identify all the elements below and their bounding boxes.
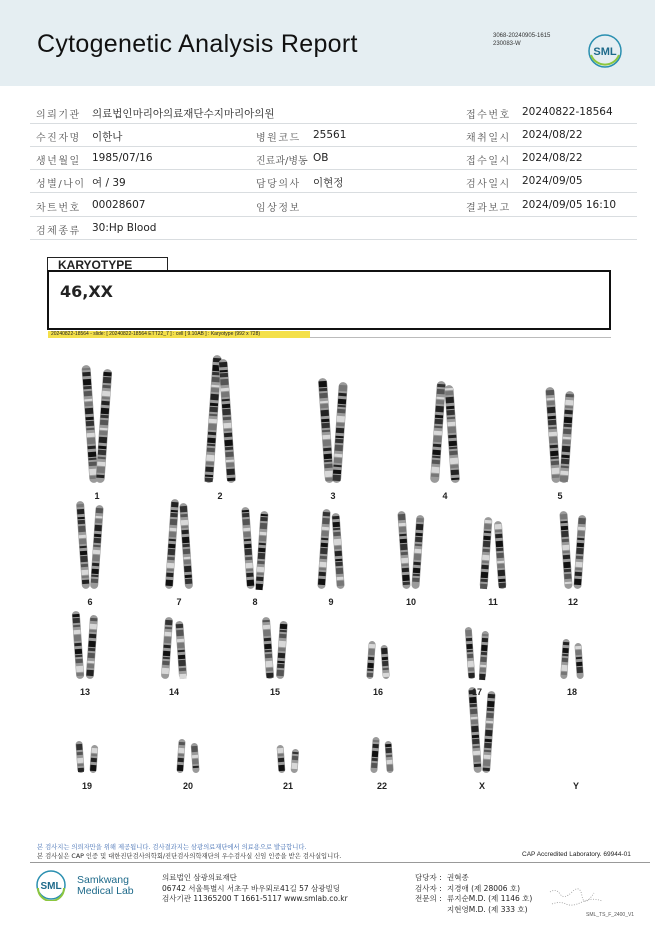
specimen-value: 30:Hp Blood xyxy=(92,222,157,234)
chromosome-label-7: 7 xyxy=(176,597,182,607)
footer-divider xyxy=(30,862,650,863)
chromosome-pair-12 xyxy=(559,511,586,589)
sex-age-value: 여 / 39 xyxy=(92,177,126,189)
received-label: 접수일시 xyxy=(466,156,511,167)
chromosome-label-14: 14 xyxy=(168,687,179,697)
chromosome-pair-1 xyxy=(81,365,112,483)
chromosome-label-3: 3 xyxy=(330,491,336,501)
disclaimer-note: 본 검사지는 의뢰자만을 위해 제공됩니다. 검사결과지는 삼광의료재단에서 의료용으로 발급합니다. xyxy=(37,844,307,851)
doctor-label: 담당의사 xyxy=(256,179,301,190)
sml-logo-icon xyxy=(587,33,623,69)
chromosome-pair-18 xyxy=(560,639,584,679)
address-line3: 검사기관 11365200 T 1661-5117 www.smlab.co.kr xyxy=(162,894,348,903)
chromosome-pair-21 xyxy=(277,745,300,773)
chromosome-pair-17 xyxy=(465,627,489,680)
report-code-1: 3068-20240905-1615 xyxy=(493,33,551,39)
chromosome-pair-10 xyxy=(397,511,424,589)
staff-manager-value: 권혁종 xyxy=(447,873,469,882)
chromosome-label-17: 17 xyxy=(471,687,482,697)
chromosome-label-11: 11 xyxy=(488,597,498,607)
chromosome-pair-7 xyxy=(165,499,193,589)
staff-specialist-1 xyxy=(415,893,532,904)
chromosome-pair-5 xyxy=(545,387,574,483)
info-row-5 xyxy=(30,194,637,217)
chromosome-label-5: 5 xyxy=(557,491,563,501)
chromosome-label-4: 4 xyxy=(442,491,448,501)
staff-specialist-2 xyxy=(415,904,528,915)
received-value: 2024/08/22 xyxy=(522,152,583,164)
tested-value: 2024/09/05 xyxy=(522,175,583,187)
chromosome-pair-3 xyxy=(318,378,348,483)
divider xyxy=(310,337,611,338)
lab-name-line1: Samkwang xyxy=(77,874,129,886)
chromosome-label-19: 19 xyxy=(81,781,92,791)
hospital-code-label: 병원코드 xyxy=(256,133,301,144)
institution-label: 의뢰기관 xyxy=(36,110,81,121)
chromosome-pair-13 xyxy=(72,611,98,679)
tested-label: 검사일시 xyxy=(466,179,511,190)
chromosome-label-Y: Y xyxy=(572,781,579,791)
report-code-2: 230083-W xyxy=(493,41,521,47)
slide-info-bar: 20240822-18564 - slide: [ 20240822-18564 ETT22_7 ] : cell [ 9.10AB ] : Karyotype (992 x 728) xyxy=(48,331,310,338)
form-code: SML_TS_F_2400_V1 xyxy=(586,912,635,918)
recipient-value: 이한나 xyxy=(92,131,123,143)
chromosome-label-1: 1 xyxy=(94,491,100,501)
chromosome-label-10: 10 xyxy=(405,597,416,607)
chromosome-label-20: 20 xyxy=(182,781,193,791)
doctor-value: 이현정 xyxy=(313,177,344,189)
reported-value: 2024/09/05 16:10 xyxy=(522,199,617,211)
accession-value: 20240822-18564 xyxy=(522,106,613,118)
chromosome-pair-14 xyxy=(161,617,187,679)
hospital-code-value: 25561 xyxy=(313,129,347,141)
chromosome-pair-16 xyxy=(366,641,390,679)
chromosome-label-15: 15 xyxy=(269,687,280,697)
chromosome-label-13: 13 xyxy=(79,687,90,697)
staff-specialist-label: 전문의 : xyxy=(415,894,442,903)
staff-tester-label: 검사자 : xyxy=(415,884,442,893)
staff-tester-value: 지경애 (제 28006 호) xyxy=(447,884,521,893)
chromosome-pair-4 xyxy=(430,381,460,483)
chromosome-label-22: 22 xyxy=(376,781,387,791)
chart-label: 차트번호 xyxy=(36,203,81,214)
karyotype-result-box xyxy=(47,270,611,330)
cap-accreditation: CAP Accredited Laboratory. 69944-01 xyxy=(522,851,631,858)
institution-value: 의료법인마리아의료재단수지마리아의원 xyxy=(92,108,275,120)
dob-label: 생년월일 xyxy=(36,156,81,167)
staff-specialist-value-2: 지현영M.D. (제 333 호) xyxy=(447,905,528,914)
report-header xyxy=(0,0,655,86)
chromosome-label-6: 6 xyxy=(87,597,93,607)
svg-text:SML: SML xyxy=(593,46,617,58)
staff-manager xyxy=(415,872,469,883)
accreditation-note: 본 검사실은 CAP 인증 및 대한진단검사의학회/진단검사의학재단의 우수검사실 신임 인증을 받은 검사실입니다. xyxy=(37,853,342,860)
info-row-6 xyxy=(30,217,637,240)
chromosome-pair-9 xyxy=(317,509,345,589)
chromosome-pair-8 xyxy=(241,507,268,590)
address-line1: 의료법인 삼광의료재단 xyxy=(162,873,237,882)
clinical-label: 임상정보 xyxy=(256,203,301,214)
lab-name-line2: Medical Lab xyxy=(77,885,134,897)
report-title: Cytogenetic Analysis Report xyxy=(37,30,358,58)
info-row-1 xyxy=(30,101,637,124)
svg-text:SML: SML xyxy=(40,881,62,892)
dept-value: OB xyxy=(313,152,329,164)
chromosome-pair-15 xyxy=(262,617,288,679)
specimen-label: 검체종류 xyxy=(36,226,81,237)
chromosome-label-21: 21 xyxy=(282,781,293,791)
accession-label: 접수번호 xyxy=(466,110,511,121)
chart-value: 00028607 xyxy=(92,199,146,211)
karyotype-result: 46,XX xyxy=(60,282,114,301)
chromosome-label-18: 18 xyxy=(566,687,577,697)
reported-label: 결과보고 xyxy=(466,203,511,214)
chromosome-label-9: 9 xyxy=(328,597,334,607)
karyogram xyxy=(40,345,620,800)
staff-specialist-value-1: 류지순M.D. (제 1146 호) xyxy=(447,894,533,903)
karyogram-image xyxy=(40,345,620,800)
chromosome-pair-6 xyxy=(76,501,104,589)
chromosome-pair-X xyxy=(468,687,496,773)
signature-icon xyxy=(548,880,608,910)
dob-value: 1985/07/16 xyxy=(92,152,153,164)
staff-manager-label: 담당자 : xyxy=(415,873,442,882)
chromosome-pair-11 xyxy=(479,517,506,589)
sex-age-label: 성별/나이 xyxy=(36,179,86,190)
karyotype-heading: KARYOTYPE xyxy=(47,257,168,271)
address-line2: 06742 서울특별시 서초구 바우뫼로41길 57 삼광빌딩 xyxy=(162,884,341,893)
dept-label: 진료과/병동 xyxy=(256,156,308,167)
chromosome-pair-20 xyxy=(176,739,199,773)
chromosome-pair-19 xyxy=(75,741,98,773)
collected-value: 2024/08/22 xyxy=(522,129,583,141)
collected-label: 채취일시 xyxy=(466,133,511,144)
chromosome-pair-2 xyxy=(204,355,236,483)
chromosome-label-16: 16 xyxy=(372,687,383,697)
info-row-3 xyxy=(30,147,637,170)
info-row-2 xyxy=(30,124,637,147)
recipient-label: 수진자명 xyxy=(36,133,81,144)
chromosome-label-12: 12 xyxy=(567,597,578,607)
info-row-4 xyxy=(30,170,637,193)
chromosome-label-X: X xyxy=(478,781,485,791)
chromosome-label-8: 8 xyxy=(252,597,258,607)
chromosome-pair-22 xyxy=(370,737,393,773)
chromosome-label-2: 2 xyxy=(217,491,223,501)
samkwang-logo-icon xyxy=(35,869,67,901)
